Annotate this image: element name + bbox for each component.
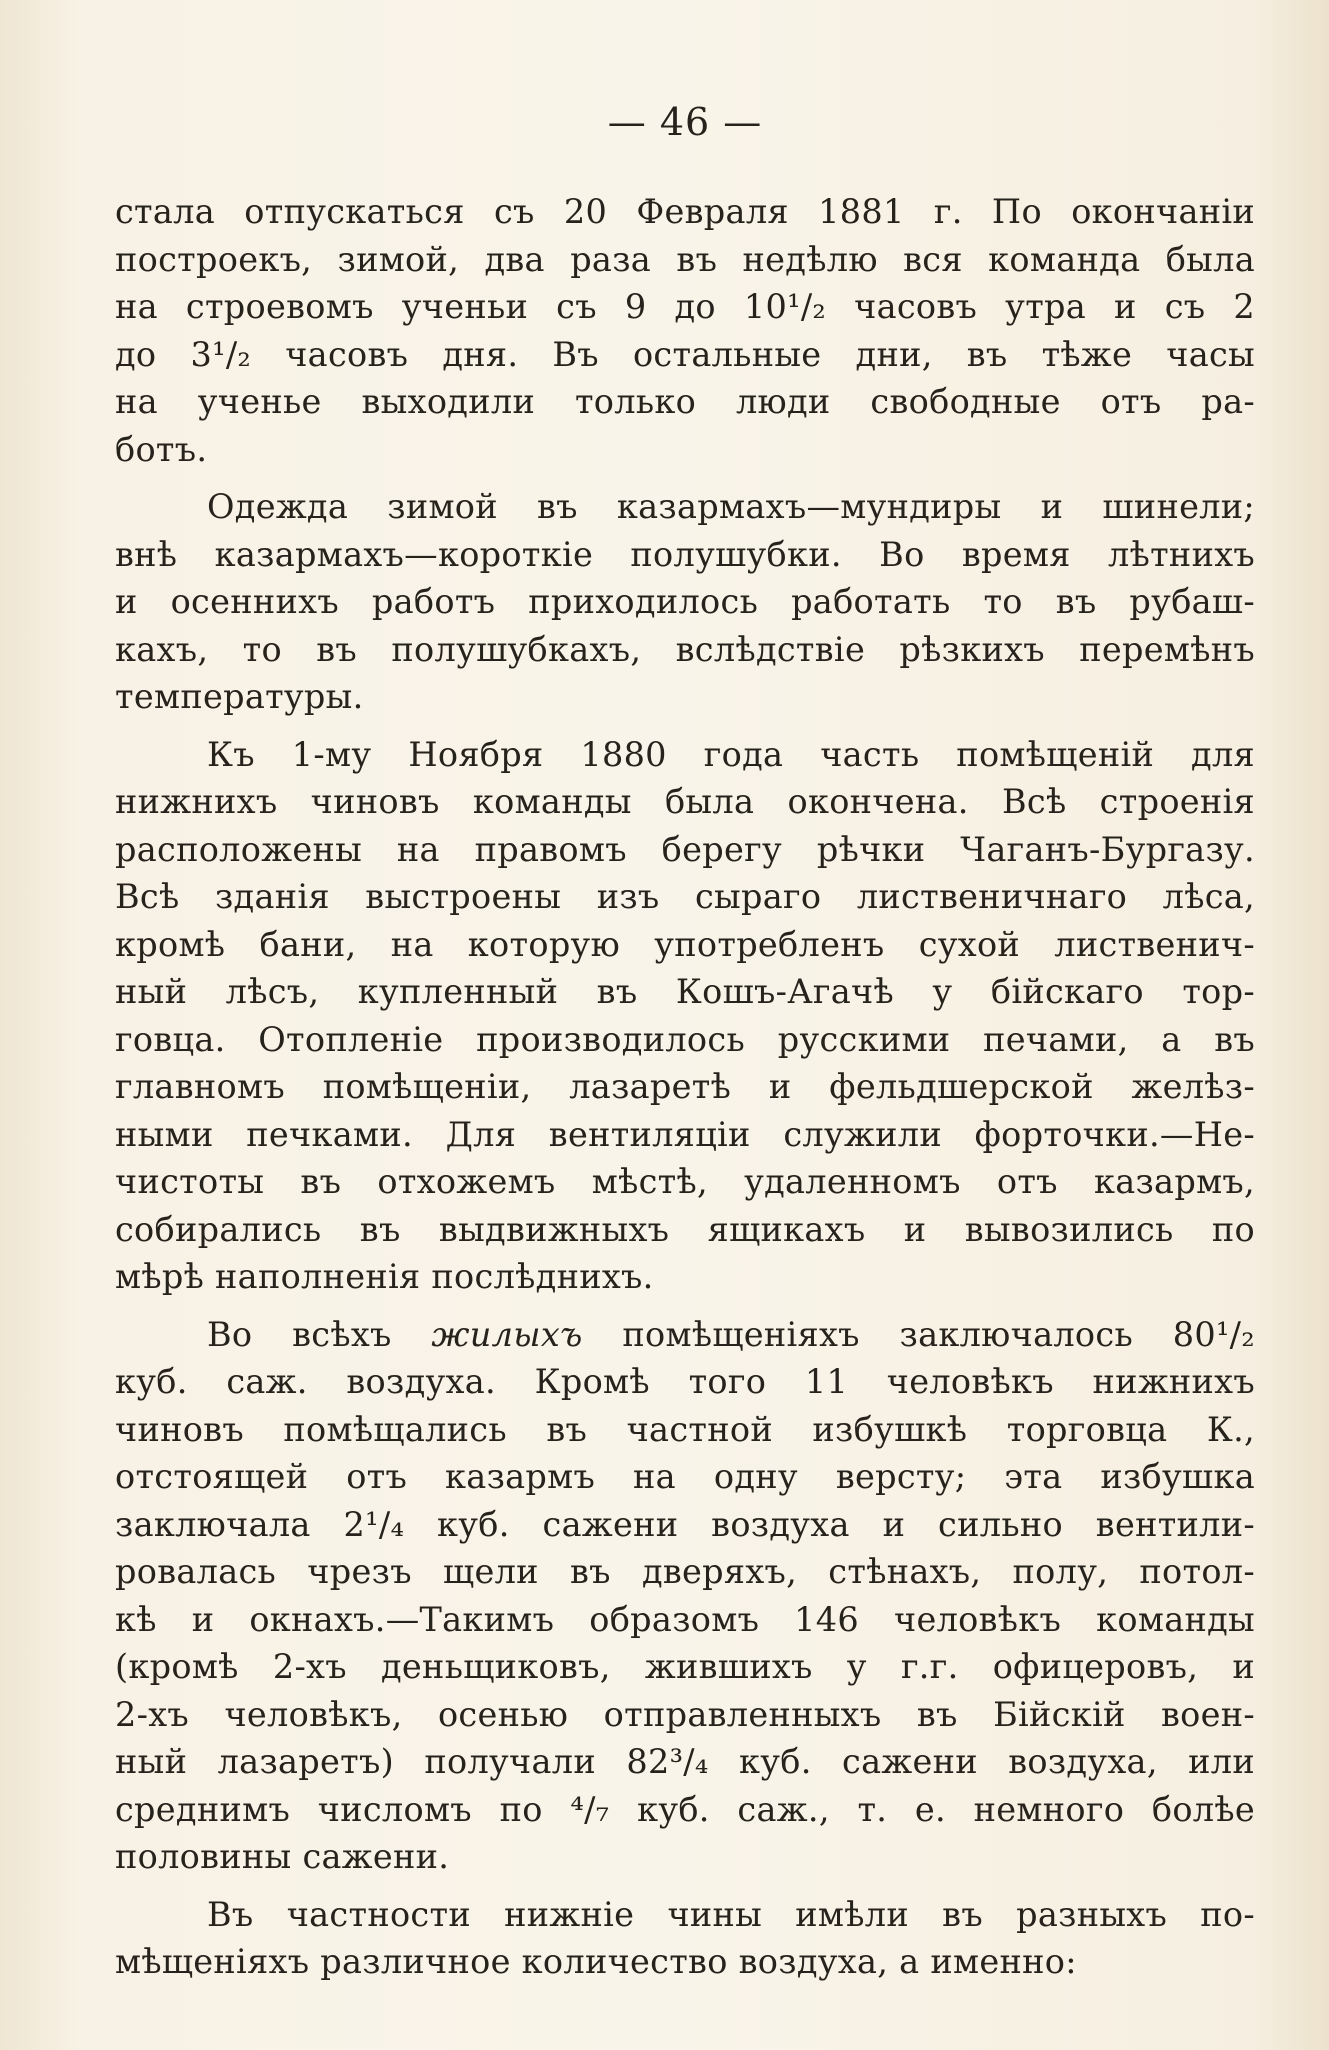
text-line: мѣщеніяхъ различное количество воздуха, а именно: <box>115 1942 1077 1981</box>
text-line: на ученье выходили только люди свободные отъ ра- <box>115 382 1255 421</box>
text-line: ровалась чрезъ щели въ дверяхъ, стѣнахъ, полу, потол- <box>115 1552 1255 1591</box>
text-line: ный лѣсъ, купленный въ Кошъ-Агачѣ у бійскаго тор- <box>115 972 1255 1011</box>
text-line: нижнихъ чиновъ команды была окончена. Всѣ строенія <box>115 782 1255 821</box>
text-line: построекъ, зимой, два раза въ недѣлю вся команда была <box>115 239 1255 279</box>
text-line: 2-хъ человѣкъ, осенью отправленныхъ въ Бійскій воен- <box>115 1694 1255 1734</box>
paragraph-1 <box>115 188 1255 473</box>
text-line: половины сажени. <box>115 1837 450 1876</box>
text-line: ными печками. Для вентиляціи служили форточки.—Не- <box>115 1114 1255 1154</box>
text-line: и осеннихъ работъ приходилось работать то въ рубаш- <box>115 582 1255 621</box>
paragraph-4 <box>115 1311 1255 1881</box>
text-line: мѣрѣ наполненія послѣднихъ. <box>115 1257 654 1296</box>
text-line: внѣ казармахъ—короткіе полушубки. Во время лѣтнихъ <box>115 534 1255 574</box>
text-line: расположены на правомъ берегу рѣчки Чаганъ-Бургазу. <box>115 829 1255 869</box>
page-number: — 46 — <box>607 100 763 144</box>
text-line: ботъ. <box>115 429 208 469</box>
text-line: среднимъ числомъ по ⁴/₇ куб. саж., т. е. немного болѣе <box>115 1789 1255 1829</box>
text-line: главномъ помѣщеніи, лазаретѣ и фельдшерской желѣз- <box>115 1067 1255 1106</box>
text-line: куб. саж. воздуха. Кромѣ того 11 человѣкъ нижнихъ <box>115 1362 1255 1401</box>
text-line: Въ частности нижніе чины имѣли въ разныхъ по- <box>207 1894 1255 1934</box>
text-line: кромѣ бани, на которую употребленъ сухой лиственич- <box>115 924 1255 964</box>
paragraph-5 <box>115 1891 1255 1986</box>
text-line: Во всѣхъ жилыхъ помѣщеніяхъ заключалось 80¹/₂ <box>207 1314 1255 1354</box>
text-line: Къ 1-му Ноября 1880 года часть помѣщеній для <box>207 734 1255 774</box>
emphasized-word: жилыхъ <box>431 1314 583 1354</box>
text-line: до 3¹/₂ часовъ дня. Въ остальные дни, въ тѣже часы <box>115 334 1255 374</box>
text-line: чиновъ помѣщались въ частной избушкѣ торговца К., <box>115 1409 1255 1449</box>
text-line: заключала 2¹/₄ куб. сажени воздуха и сильно вентили- <box>115 1504 1255 1544</box>
text-line: кахъ, то въ полушубкахъ, вслѣдствіе рѣзкихъ перемѣнъ <box>115 629 1255 669</box>
body-text <box>115 188 1255 1996</box>
text-line: чистоты въ отхожемъ мѣстѣ, удаленномъ отъ казармъ, <box>115 1162 1255 1201</box>
text-line: на строевомъ ученьи съ 9 до 10¹/₂ часовъ утра и съ 2 <box>115 287 1255 326</box>
paragraph-2 <box>115 483 1255 721</box>
paragraph-3 <box>115 731 1255 1301</box>
text-line: (кромѣ 2-хъ деньщиковъ, жившихъ у г.г. офицеровъ, и <box>115 1647 1255 1686</box>
text-line: собирались въ выдвижныхъ ящикахъ и вывозились по <box>115 1209 1255 1249</box>
text-line: Всѣ зданія выстроены изъ сыраго лиственичнаго лѣса, <box>115 877 1255 916</box>
text-line: отстоящей отъ казармъ на одну версту; эта избушка <box>115 1457 1255 1496</box>
text-line: кѣ и окнахъ.—Такимъ образомъ 146 человѣкъ команды <box>115 1599 1255 1639</box>
text-line: стала отпускаться съ 20 Февраля 1881 г. По окончаніи <box>115 192 1255 231</box>
text-line: температуры. <box>115 677 364 716</box>
text-line: говца. Отопленіе производилось русскими печами, а въ <box>115 1019 1255 1059</box>
text-line: Одежда зимой въ казармахъ—мундиры и шинели; <box>207 487 1255 526</box>
text-line: ный лазаретъ) получали 82³/₄ куб. сажени воздуха, или <box>115 1742 1255 1781</box>
